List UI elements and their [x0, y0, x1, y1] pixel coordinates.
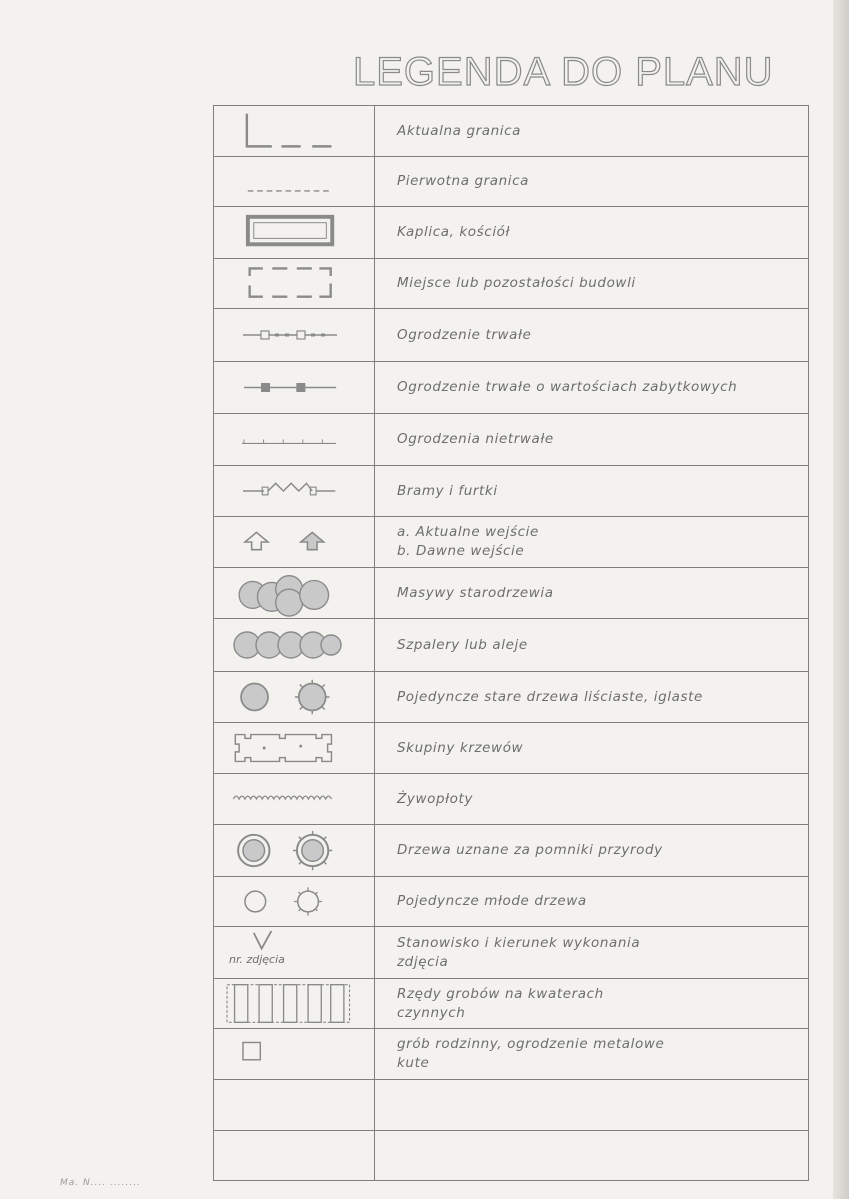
- description-line: Miejsce lub pozostałości budowli: [397, 275, 636, 291]
- legend-description: [397, 723, 805, 773]
- building-remains-icon: [213, 259, 373, 308]
- column-divider: [374, 672, 375, 722]
- description-line: Drzewa uznane za pomniki przyrody: [397, 842, 663, 858]
- column-divider: [374, 466, 375, 516]
- description-line: Rzędy grobów na kwaterach: [397, 985, 604, 1002]
- boundary-current-icon: [213, 106, 373, 156]
- legend-description: [397, 672, 805, 722]
- young-trees-icon: [213, 877, 373, 926]
- legend-description: [397, 414, 805, 465]
- grave-rows-icon: [213, 979, 373, 1028]
- symbol-caption: nr. zdjęcia: [229, 953, 285, 966]
- legend-description: [397, 825, 805, 876]
- legend-row: [213, 567, 809, 618]
- description-line: Kaplica, kościół: [397, 224, 511, 240]
- old-tree-mass-icon: [213, 568, 373, 618]
- column-divider: [374, 877, 375, 926]
- description-line: czynnych: [397, 1004, 466, 1021]
- tree-row-icon: [213, 619, 373, 671]
- fence-historic-icon: [213, 362, 373, 413]
- legend-row: [213, 876, 809, 926]
- legend-description: [397, 979, 805, 1028]
- description-line: a. Aktualne wejście: [397, 524, 539, 540]
- column-divider: [374, 1029, 375, 1079]
- legend-description: [397, 774, 805, 824]
- legend-description: [397, 877, 805, 926]
- legend-row: [213, 1028, 809, 1079]
- boundary-original-icon: [213, 157, 373, 206]
- legend-description: [397, 259, 805, 308]
- description-line: grób rodzinny, ogrodzenie metalowe: [397, 1036, 665, 1052]
- description-line: zdjęcia: [397, 953, 449, 970]
- description-line: Żywopłoty: [397, 790, 473, 807]
- description-line: b. Dawne wejście: [397, 543, 525, 559]
- column-divider: [374, 207, 375, 258]
- column-divider: [374, 979, 375, 1028]
- page-title: LEGENDA DO PLANU: [353, 50, 774, 94]
- description-line: Bramy i furtki: [397, 482, 498, 499]
- legend-row: [213, 156, 809, 206]
- legend-row: [213, 516, 809, 567]
- legend-row: [213, 361, 809, 413]
- legend-description: [397, 466, 805, 516]
- entrance-arrows-icon: [213, 517, 373, 567]
- description-line: Ogrodzenie trwałe o wartościach zabytkowych: [397, 379, 738, 395]
- column-divider: [374, 927, 375, 978]
- legend-description: [397, 309, 805, 361]
- column-divider: [374, 157, 375, 206]
- legend-description: [397, 568, 805, 618]
- description-line: Szpalery lub aleje: [397, 636, 528, 653]
- legend-description: [397, 1029, 805, 1079]
- empty-symbol-cell: [213, 1131, 373, 1181]
- legend-row: [213, 105, 809, 156]
- legend-description: [397, 1080, 805, 1130]
- legend-row: [213, 308, 809, 361]
- legend-description: [397, 517, 805, 567]
- empty-symbol-cell: [213, 1080, 373, 1130]
- column-divider: [374, 723, 375, 773]
- legend-row: [213, 722, 809, 773]
- column-divider: [374, 1080, 375, 1130]
- description-line: Masywy starodrzewia: [397, 584, 554, 601]
- description-line: Pierwotna granica: [397, 173, 530, 189]
- legend-row: [213, 1079, 809, 1130]
- legend-row: [213, 773, 809, 824]
- column-divider: [374, 825, 375, 876]
- legend-row: [213, 978, 809, 1028]
- legend-description: [397, 362, 805, 413]
- natural-monument-icon: [213, 825, 373, 876]
- hedge-icon: [213, 774, 373, 824]
- description-line: Pojedyncze młode drzewa: [397, 893, 587, 909]
- column-divider: [374, 568, 375, 618]
- column-divider: [374, 106, 375, 156]
- legend-row: [213, 465, 809, 516]
- description-line: Aktualna granica: [397, 122, 522, 139]
- margin-note: Ma. N.... ........: [60, 1178, 141, 1188]
- shrub-cluster-icon: [213, 723, 373, 773]
- family-grave-icon: [213, 1029, 373, 1079]
- column-divider: [374, 309, 375, 361]
- chapel-icon: [213, 207, 373, 258]
- legend-description: [397, 927, 805, 978]
- description-line: Skupiny krzewów: [397, 739, 524, 756]
- legend-description: [397, 207, 805, 258]
- single-old-trees-icon: [213, 672, 373, 722]
- column-divider: [374, 774, 375, 824]
- legend-row: [213, 671, 809, 722]
- legend-row: [213, 258, 809, 308]
- legend-row: [213, 618, 809, 671]
- description-line: Ogrodzenia nietrwałe: [397, 431, 554, 447]
- legend-description: [397, 1131, 805, 1181]
- paper-edge: [833, 0, 849, 1199]
- legend-row: [213, 1130, 809, 1181]
- fence-temporary-icon: [213, 414, 373, 465]
- column-divider: [374, 414, 375, 465]
- legend-row: [213, 824, 809, 876]
- description-line: Stanowisko i kierunek wykonania: [397, 934, 641, 951]
- gate-icon: [213, 466, 373, 516]
- fence-permanent-icon: [213, 309, 373, 361]
- description-line: Pojedyncze stare drzewa liściaste, iglaste: [397, 688, 703, 705]
- description-line: Ogrodzenie trwałe: [397, 326, 532, 343]
- column-divider: [374, 362, 375, 413]
- column-divider: [374, 259, 375, 308]
- legend-row: [213, 926, 809, 978]
- legend-row: [213, 206, 809, 258]
- legend-description: [397, 157, 805, 206]
- column-divider: [374, 1131, 375, 1181]
- column-divider: [374, 619, 375, 671]
- legend-row: [213, 413, 809, 465]
- legend-description: [397, 106, 805, 156]
- description-line: kute: [397, 1055, 430, 1071]
- legend-description: [397, 619, 805, 671]
- column-divider: [374, 517, 375, 567]
